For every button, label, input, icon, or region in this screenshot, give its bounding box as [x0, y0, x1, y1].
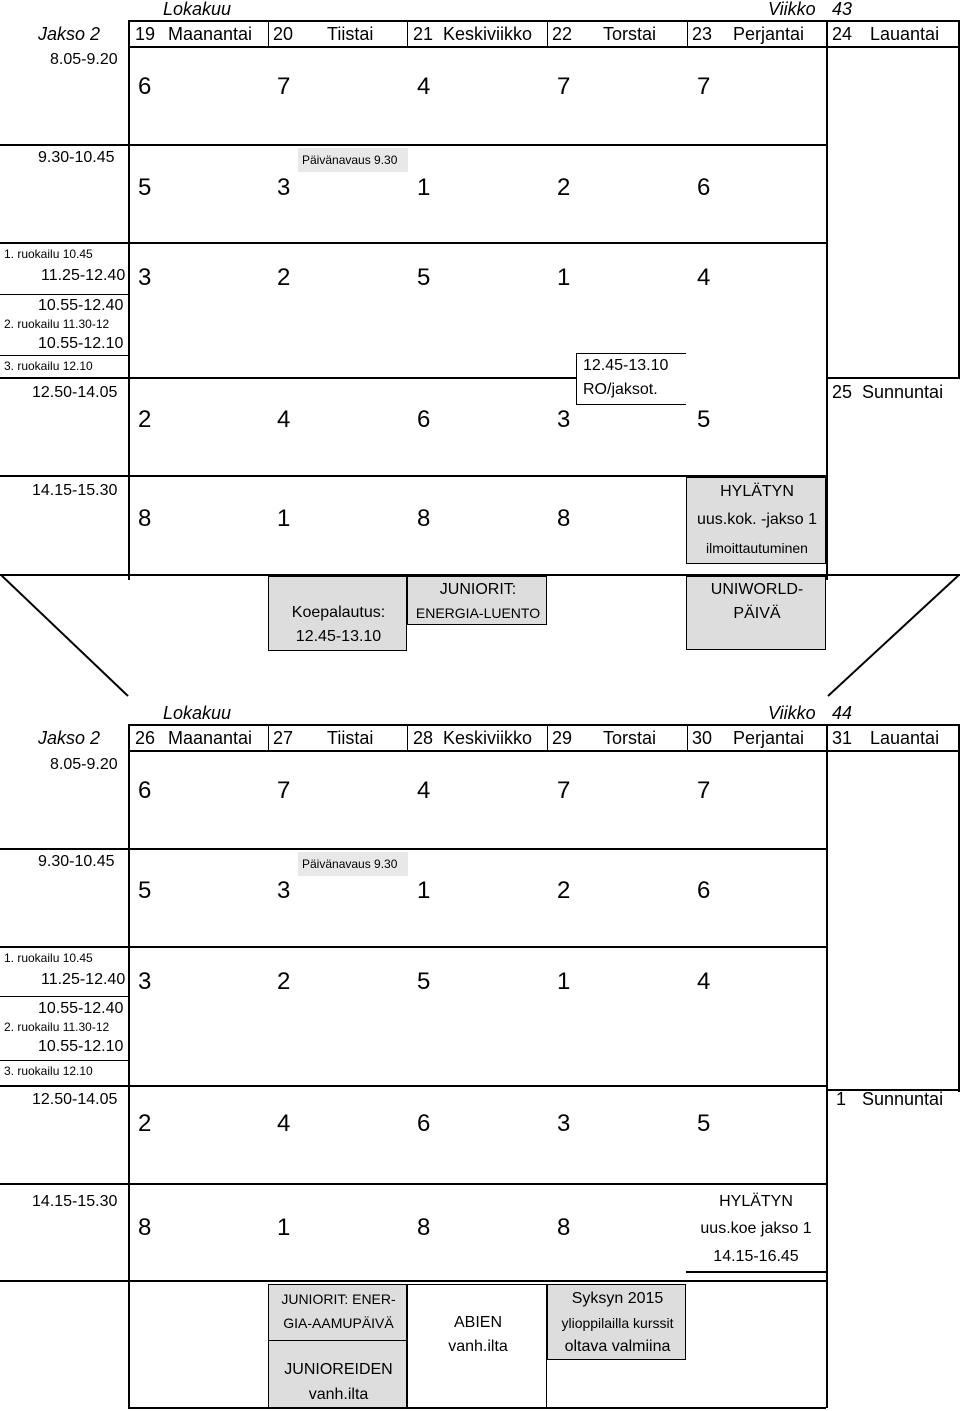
note-text: 12.45-13.10 — [295, 628, 382, 645]
row-line — [0, 355, 128, 356]
slot-value: 4 — [277, 406, 291, 433]
day-name: Lauantai — [870, 728, 940, 748]
note-text: oltava valmiina — [564, 1338, 671, 1355]
day-name: Torstai — [603, 24, 657, 44]
uniworld-note — [686, 576, 826, 650]
column-line — [128, 724, 130, 1408]
column-line — [547, 724, 548, 751]
abien-note — [407, 1284, 547, 1408]
lunch-1: 1. ruokailu 10.45 — [4, 247, 93, 261]
day-num: 19 — [135, 24, 156, 44]
note-text: Syksyn 2015 — [571, 1290, 664, 1307]
note-text: JUNIORIT: ENER- — [281, 1291, 396, 1307]
time-slot-1: 8.05-9.20 — [50, 51, 118, 68]
slot-value: 1 — [277, 505, 291, 532]
row-line — [0, 996, 128, 997]
time-slot-3c: 10.55-12.10 — [38, 335, 124, 352]
header-top-line — [128, 724, 960, 726]
slot-value: 3 — [277, 877, 291, 904]
lunch-1: 1. ruokailu 10.45 — [4, 951, 93, 965]
note-text: ENERGIA-LUENTO — [415, 605, 541, 621]
note-text: UNIWORLD- — [710, 581, 804, 598]
slot-value: 5 — [138, 877, 152, 904]
time-slot-5: 14.15-15.30 — [32, 1193, 118, 1210]
header-bottom-line — [128, 750, 960, 752]
lunch-2: 2. ruokailu 11.30-12 — [4, 317, 110, 331]
day-num: 29 — [552, 728, 573, 748]
period-label: Jakso 2 — [38, 24, 101, 44]
row-line — [0, 242, 826, 244]
ro-note — [576, 353, 686, 405]
note-text: ABIEN — [453, 1314, 502, 1331]
note-text: 12.45-13.10 — [583, 357, 669, 374]
slot-value: 7 — [557, 73, 571, 100]
paivanavaus-note — [298, 852, 408, 876]
paivanavaus-note — [298, 148, 408, 172]
note-text: 14.15-16.45 — [713, 1248, 799, 1265]
period-label: Jakso 2 — [38, 728, 101, 748]
day-num: 28 — [413, 728, 434, 748]
column-line — [407, 724, 408, 751]
slot-value: 4 — [417, 73, 431, 100]
koepalautus-note — [268, 576, 407, 651]
slot-value: 5 — [697, 1110, 711, 1137]
sunday-name: Sunnuntai — [862, 382, 944, 402]
lunch-3: 3. ruokailu 12.10 — [4, 359, 93, 373]
time-slot-3a: 11.25-12.40 — [41, 267, 126, 284]
note-text: RO/jaksot. — [583, 381, 658, 398]
slot-value: 5 — [697, 406, 711, 433]
slot-value: 6 — [138, 73, 152, 100]
slot-value: 2 — [138, 406, 152, 433]
slot-value: 8 — [557, 505, 571, 532]
row-line — [0, 294, 128, 295]
day-name: Maanantai — [168, 24, 253, 44]
day-name: Keskiviikko — [443, 728, 533, 748]
day-name: Maanantai — [168, 728, 253, 748]
sunday-num: 25 — [832, 382, 853, 402]
note-text: Koepalautus: — [291, 604, 386, 621]
note-text: uus.kok. -jakso 1 — [696, 511, 818, 528]
time-slot-4: 12.50-14.05 — [32, 384, 118, 401]
slot-value: 1 — [557, 968, 571, 995]
slot-value: 6 — [417, 406, 431, 433]
week-label: Viikko — [768, 0, 816, 19]
month-label: Lokakuu — [163, 703, 232, 723]
row-line — [826, 377, 960, 379]
slot-value: 5 — [417, 264, 431, 291]
slot-value: 2 — [557, 174, 571, 201]
corner-diagonal-left — [0, 574, 130, 700]
day-num: 21 — [413, 24, 434, 44]
time-slot-1: 8.05-9.20 — [50, 756, 118, 773]
note-text: vanh.ilta — [308, 1386, 369, 1403]
row-line — [268, 1340, 407, 1341]
day-name: Tiistai — [327, 728, 374, 748]
slot-value: 2 — [557, 877, 571, 904]
day-num: 22 — [552, 24, 573, 44]
row-line — [0, 144, 826, 146]
note-text: GIA-AAMUPÄIVÄ — [283, 1315, 394, 1331]
week-label: Viikko — [768, 703, 816, 723]
row-line — [0, 377, 576, 379]
slot-value: 4 — [277, 1110, 291, 1137]
note-text: PÄIVÄ — [733, 605, 781, 622]
day-num: 27 — [273, 728, 294, 748]
slot-value: 2 — [138, 1110, 152, 1137]
note-text: HYLÄTYN — [719, 1193, 793, 1210]
row-line — [0, 1183, 826, 1185]
slot-value: 7 — [277, 777, 291, 804]
slot-value: 8 — [417, 505, 431, 532]
row-line — [0, 1060, 128, 1061]
time-slot-2: 9.30-10.45 — [38, 853, 115, 870]
time-slot-3b: 10.55-12.40 — [38, 1000, 124, 1017]
slot-value: 7 — [697, 777, 711, 804]
day-name: Tiistai — [327, 24, 374, 44]
slot-value: 1 — [557, 264, 571, 291]
slot-value: 2 — [277, 968, 291, 995]
slot-value: 3 — [557, 406, 571, 433]
slot-value: 8 — [138, 1214, 152, 1241]
day-num: 30 — [692, 728, 713, 748]
slot-value: 7 — [277, 73, 291, 100]
day-name: Keskiviikko — [443, 24, 533, 44]
slot-value: 3 — [557, 1110, 571, 1137]
slot-value: 3 — [138, 264, 152, 291]
column-line — [268, 20, 269, 47]
juniorit-note — [268, 1284, 407, 1408]
row-line — [0, 1280, 826, 1282]
note-text: JUNIORIT: — [439, 581, 517, 598]
slot-value: 8 — [557, 1214, 571, 1241]
slot-value: 6 — [697, 877, 711, 904]
note-text: ylioppilailla kurssit — [561, 1315, 674, 1331]
lunch-3: 3. ruokailu 12.10 — [4, 1064, 93, 1078]
time-slot-3a: 11.25-12.40 — [41, 971, 126, 988]
day-num: 20 — [273, 24, 294, 44]
lunch-2: 2. ruokailu 11.30-12 — [4, 1020, 110, 1034]
slot-value: 6 — [697, 174, 711, 201]
column-line — [687, 20, 688, 47]
corner-diagonal-right — [826, 574, 960, 700]
day-num: 23 — [692, 24, 713, 44]
note-text: HYLÄTYN — [720, 483, 794, 500]
sunday-name: Sunnuntai — [862, 1089, 944, 1109]
time-slot-3c: 10.55-12.10 — [38, 1038, 124, 1055]
sunday-num: 1 — [836, 1089, 847, 1109]
slot-value: 7 — [557, 777, 571, 804]
time-slot-5: 14.15-15.30 — [32, 482, 118, 499]
week-number: 44 — [832, 703, 853, 723]
slot-value: 3 — [277, 174, 291, 201]
slot-value: 4 — [697, 264, 711, 291]
slot-value: 1 — [417, 877, 431, 904]
day-num: 31 — [832, 728, 853, 748]
slot-value: 5 — [417, 968, 431, 995]
day-name: Perjantai — [733, 728, 805, 748]
column-line — [826, 724, 828, 1408]
juniorit-note — [407, 576, 547, 625]
note-text: JUNIOREIDEN — [284, 1361, 393, 1378]
row-line — [0, 946, 826, 948]
hylatyn-note — [686, 477, 826, 564]
slot-value: 4 — [697, 968, 711, 995]
day-num: 26 — [135, 728, 156, 748]
time-slot-2: 9.30-10.45 — [38, 149, 115, 166]
slot-value: 7 — [697, 73, 711, 100]
time-slot-4: 12.50-14.05 — [32, 1091, 118, 1108]
row-line — [0, 1085, 826, 1087]
day-name: Perjantai — [733, 24, 805, 44]
header-bottom-line — [128, 46, 960, 48]
slot-value: 2 — [277, 264, 291, 291]
day-name: Lauantai — [870, 24, 940, 44]
syksyn-note — [547, 1284, 686, 1360]
slot-value: 1 — [417, 174, 431, 201]
column-line — [687, 724, 688, 751]
time-slot-3b: 10.55-12.40 — [38, 297, 124, 314]
day-num: 24 — [832, 24, 853, 44]
slot-value: 8 — [417, 1214, 431, 1241]
slot-value: 8 — [138, 505, 152, 532]
note-text: Päivänavaus 9.30 — [302, 857, 398, 871]
column-line — [268, 724, 269, 751]
column-line — [407, 20, 408, 47]
hylatyn-note — [686, 1186, 826, 1273]
slot-value: 6 — [138, 777, 152, 804]
column-line — [547, 20, 548, 47]
note-text: ilmoittautuminen — [706, 540, 808, 556]
slot-value: 4 — [417, 777, 431, 804]
day-name: Torstai — [603, 728, 657, 748]
slot-value: 5 — [138, 174, 152, 201]
note-text: Päivänavaus 9.30 — [302, 153, 398, 167]
note-text: vanh.ilta — [448, 1338, 508, 1355]
row-line — [0, 848, 826, 850]
month-label: Lokakuu — [163, 0, 232, 19]
slot-value: 1 — [277, 1214, 291, 1241]
header-top-line — [128, 20, 960, 22]
note-text: uus.koe jakso 1 — [700, 1220, 812, 1237]
slot-value: 3 — [138, 968, 152, 995]
column-line — [128, 20, 130, 580]
week-number: 43 — [832, 0, 853, 19]
slot-value: 6 — [417, 1110, 431, 1137]
